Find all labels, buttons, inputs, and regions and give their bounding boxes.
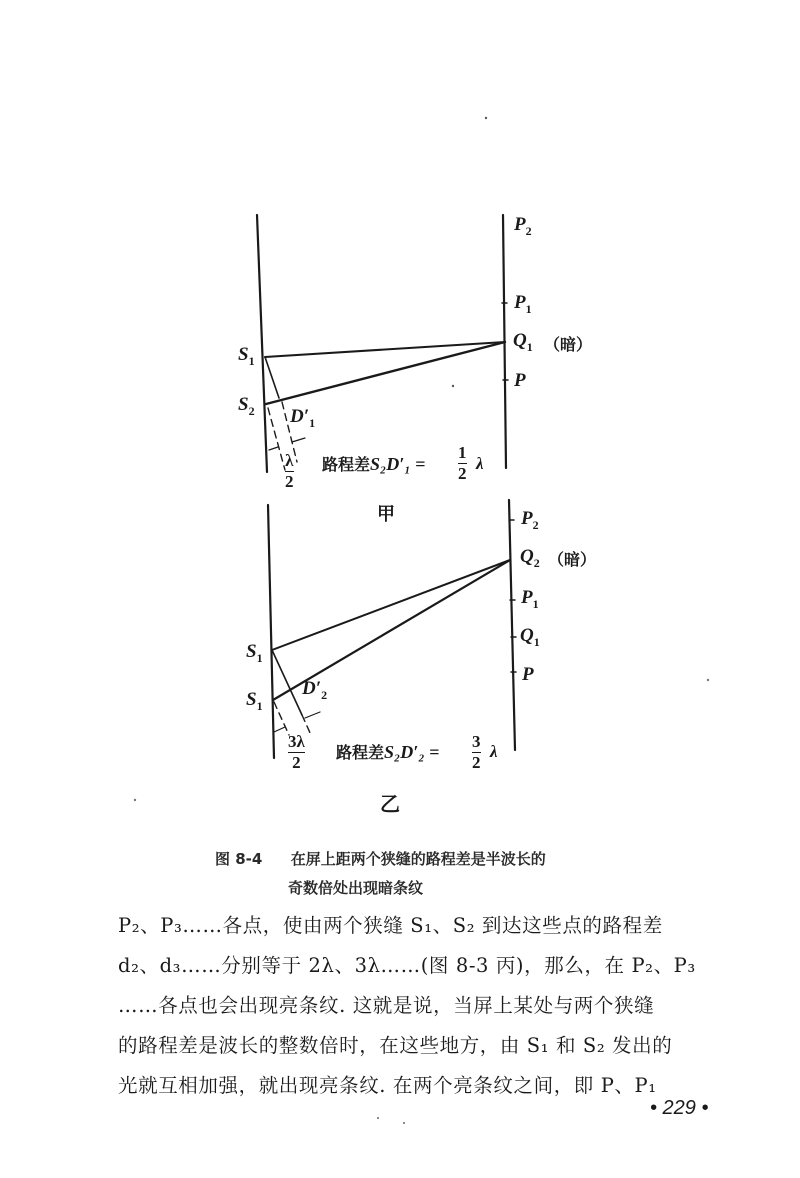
ray-s1-q2 [272,560,510,650]
figure-caption-line-1: 图 8-4 在屏上距两个狭缝的路程差是半波长的 [215,850,546,868]
perpendicular-s1-d1 [265,357,279,398]
figure-caption-line-2: 奇数倍处出现暗条纹 [288,879,424,897]
label-d1-prime: $D'_1$ [290,406,316,430]
panel-label-b: 乙 [380,792,400,816]
wavelength-label-b: 3λ 2 [288,732,305,772]
body-line-1: P₂、P₃……各点，使由两个狭缝 S₁、S₂ 到达这些点的路程差 [118,914,663,937]
ray-s1-q1 [265,342,505,357]
equation-a-fraction: 1 2 [458,443,467,483]
label-q2-b: $Q_2$ [520,546,540,570]
equation-b: 路程差S₂D′₂ = [336,742,440,762]
dash-a-1 [268,408,285,470]
equation-a: 路程差S₂D′₁ = [322,454,426,474]
body-line-3: ……各点也会出现亮条纹. 这就是说，当屏上某处与两个狭缝 [118,994,655,1017]
ray-s2-q1 [266,342,505,404]
page-number: • 229 • [650,1097,709,1119]
label-s2-b: $S_1$ [246,689,263,713]
body-line-5: 光就互相加强，就出现亮条纹. 在两个亮条纹之间，即 P、P₁ [118,1074,657,1097]
label-p-a: P [514,370,526,391]
label-p1-a: $P_1$ [514,292,532,316]
label-q1-b: $Q_1$ [520,625,540,649]
scan-speck [403,1122,405,1124]
label-d2-prime: $D'_2$ [302,678,328,702]
label-p2-b: $P_2$ [521,508,539,532]
half-wavelength-label-a: λ 2 [285,451,294,491]
label-p2-a: $P_2$ [514,214,532,238]
equation-b-lambda: λ [490,742,498,761]
perpendicular-s1-d2 [272,650,302,715]
equation-b-fraction: 3 2 [472,732,481,772]
label-dark-b: （暗） [548,550,597,569]
dash-b-1 [274,702,289,735]
label-s1-a: $S_1$ [238,344,255,368]
screen-b [509,500,515,750]
label-p1-b: $P_1$ [521,587,539,611]
body-line-2: d₂、d₃……分别等于 2λ、3λ……(图 8-3 丙)，那么，在 P₂、P₃ [118,954,696,977]
slit-barrier-a [257,215,267,472]
label-q1-a: $Q_1$ [513,330,533,354]
label-p-b: P [522,664,534,685]
scan-speck [377,1117,379,1119]
figure-number: 图 8-4 [215,850,263,868]
slit-barrier-b [268,505,274,758]
equation-a-lambda: λ [476,454,484,473]
label-s2-a: $S_2$ [238,394,255,418]
label-s1-b: $S_1$ [246,641,263,665]
body-line-4: 的路程差是波长的整数倍时，在这些地方，由 S₁ 和 S₂ 发出的 [118,1034,673,1057]
panel-label-a: 甲 [377,504,395,525]
label-dark-a: （暗） [544,335,593,354]
